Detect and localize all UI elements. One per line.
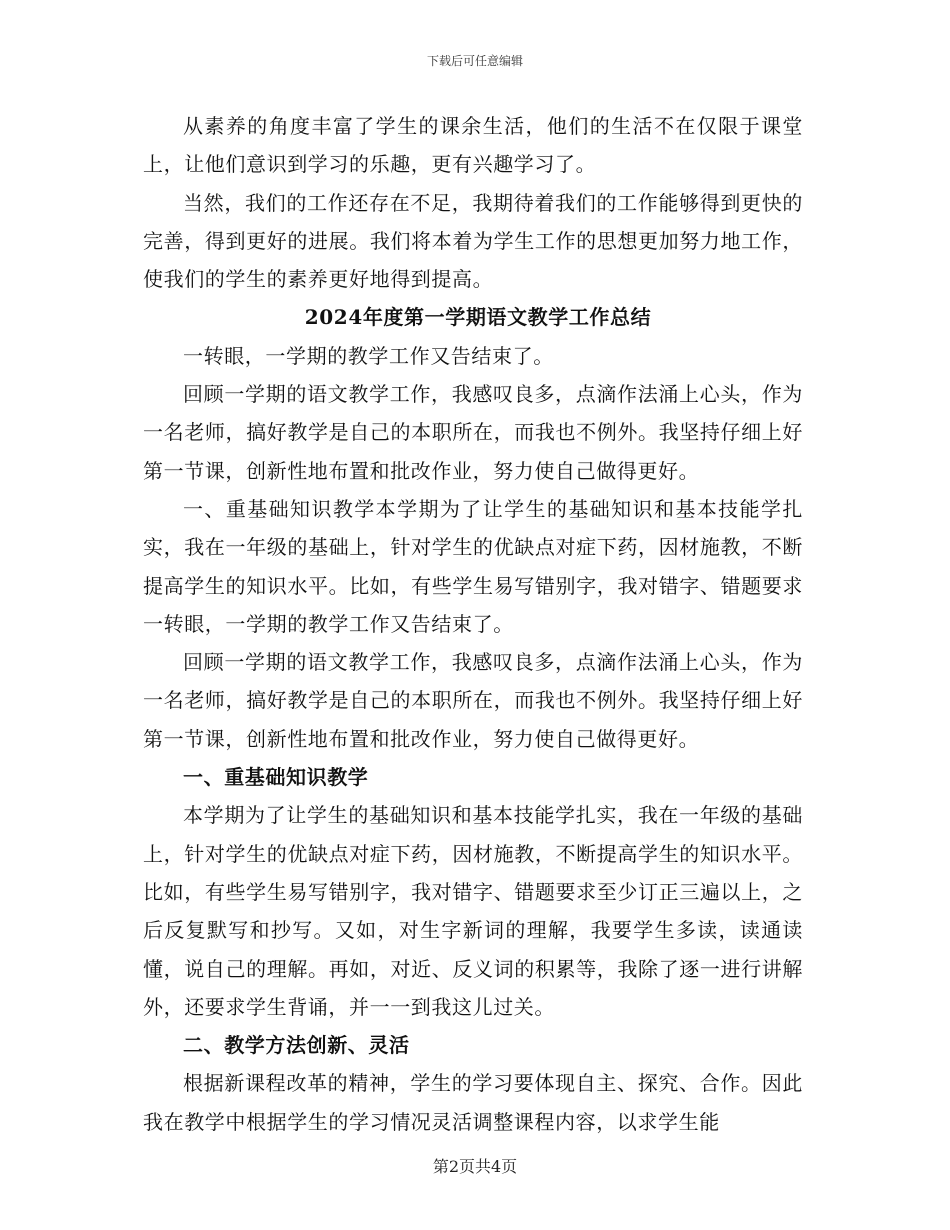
paragraph-2: 回顾一学期的语文教学工作，我感叹良多，点滴作法涌上心头，作为一名老师，搞好教学是自己的本职所在，而我也不例外。我坚持仔细上好第一节课，创新性地布置和批改作业，努力使自己做得更好。 [143, 382, 803, 483]
document-title: 2024年度第一学期语文教学工作总结 [304, 305, 652, 330]
section-1-heading: 一、重基础知识教学 [183, 765, 369, 790]
section-1-text: 本学期为了让学生的基础知识和基本技能学扎实，我在一年级的基础上，针对学生的优缺点对症下药，因材施教，不断提高学生的知识水平。比如，有些学生易写错别字，我对错字、错题要求至少订正三遍以上，之后反复默写和抄写。又如，对生字新词的理解，我要学生多读，读通读懂，说自己的理解。再如，对近、反义词的积累等，我除了逐一进行讲解外，还要求学生背诵，并一一到我这儿过关。 [143, 803, 803, 1019]
intro-paragraph-2: 当然，我们的工作还存在不足，我期待着我们的工作能够得到更快的完善，得到更好的进展。我们将本着为学生工作的思想更加努力地工作，使我们的学生的素养更好地得到提高。 [143, 190, 803, 292]
paragraph-4: 回顾一学期的语文教学工作，我感叹良多，点滴作法涌上心头，作为一名老师，搞好教学是自己的本职所在，而我也不例外。我坚持仔细上好第一节课，创新性地布置和批改作业，努力使自己做得更好。 [143, 650, 803, 751]
page-number: 第2页共4页 [432, 1157, 518, 1176]
section-2-heading: 二、教学方法创新、灵活 [183, 1033, 410, 1058]
intro-paragraph-1: 从素养的角度丰富了学生的课余生活，他们的生活不在仅限于课堂上，让他们意识到学习的乐趣，更有兴趣学习了。 [143, 114, 803, 177]
page-header-note: 下载后可任意编辑 [426, 54, 523, 68]
paragraph-3: 一、重基础知识教学本学期为了让学生的基础知识和基本技能学扎实，我在一年级的基础上，针对学生的优缺点对症下药，因材施教，不断提高学生的知识水平。比如，有些学生易写错别字，我对错字、错题要求一转眼，一学期的教学工作又告结束了。 [143, 496, 803, 636]
section-2-text: 根据新课程改革的精神，学生的学习要体现自主、探究、合作。因此我在教学中根据学生的学习情况灵活调整课程内容，以求学生能 [143, 1071, 803, 1134]
document-body [143, 107, 803, 1141]
paragraph-1: 一转眼，一学期的教学工作又告结束了。 [183, 343, 554, 368]
